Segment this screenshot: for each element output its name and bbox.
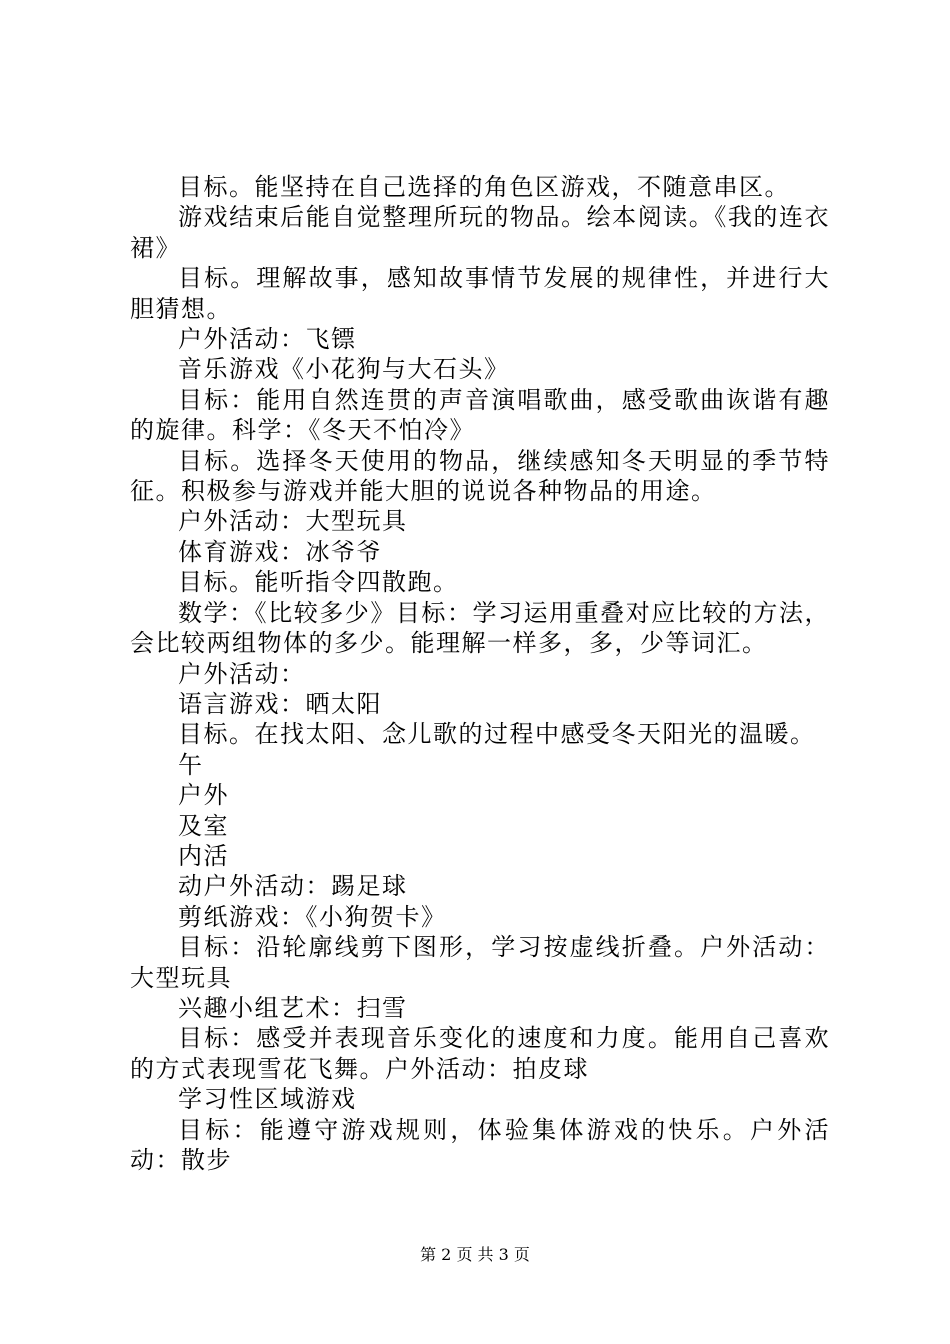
paragraph-16: 户外 — [178, 781, 229, 810]
paragraph-18: 内活 — [178, 841, 229, 870]
paragraph-17: 及室 — [178, 811, 229, 840]
paragraph-25: 目标：能遵守游戏规则，体验集体游戏的快乐。户外活动：散步 — [130, 1115, 830, 1174]
paragraph-15: 午 — [178, 750, 204, 779]
paragraph-10: 目标。能听指令四散跑。 — [178, 568, 459, 597]
paragraph-12: 户外活动： — [178, 659, 306, 688]
document-body — [130, 172, 830, 1175]
paragraph-6: 目标：能用自然连贯的声音演唱歌曲，感受歌曲诙谐有趣的旋律。科学：《冬天不怕冷》 — [130, 385, 830, 445]
paragraph-24: 学习性区域游戏 — [178, 1085, 357, 1114]
paragraph-9: 体育游戏：冰爷爷 — [178, 537, 382, 566]
page-number-footer: 第 2 页 共 3 页 — [420, 1245, 530, 1264]
paragraph-3: 目标。理解故事，感知故事情节发展的规律性，并进行大胆猜想。 — [130, 264, 830, 323]
paragraph-23: 目标：感受并表现音乐变化的速度和力度。能用自己喜欢的方式表现雪花飞舞。户外活动：拍皮球 — [130, 1024, 830, 1083]
paragraph-5: 音乐游戏《小花狗与大石头》 — [178, 355, 510, 384]
paragraph-20: 剪纸游戏：《小狗贺卡》 — [178, 902, 447, 931]
paragraph-22: 兴趣小组艺术：扫雪 — [178, 993, 408, 1022]
paragraph-1: 目标。能坚持在自己选择的角色区游戏，不随意串区。 — [178, 173, 790, 201]
paragraph-19: 动户外活动：踢足球 — [178, 872, 408, 901]
paragraph-21: 目标：沿轮廓线剪下图形，学习按虚线折叠。户外活动：大型玩具 — [130, 933, 830, 992]
paragraph-7: 目标。选择冬天使用的物品，继续感知冬天明显的季节特征。积极参与游戏并能大胆的说说各种物品的用途。 — [130, 446, 830, 506]
paragraph-4: 户外活动：飞镖 — [178, 325, 357, 354]
paragraph-2: 游戏结束后能自觉整理所玩的物品。绘本阅读。《我的连衣裙》 — [130, 203, 830, 262]
paragraph-13: 语言游戏：晒太阳 — [178, 689, 382, 718]
paragraph-11: 数学：《比较多少》目标：学习运用重叠对应比较的方法，会比较两组物体的多少。能理解一样多，多，少等词汇。 — [130, 598, 830, 658]
paragraph-8: 户外活动：大型玩具 — [178, 507, 408, 536]
paragraph-14: 目标。在找太阳、念儿歌的过程中感受冬天阳光的温暖。 — [178, 720, 816, 749]
